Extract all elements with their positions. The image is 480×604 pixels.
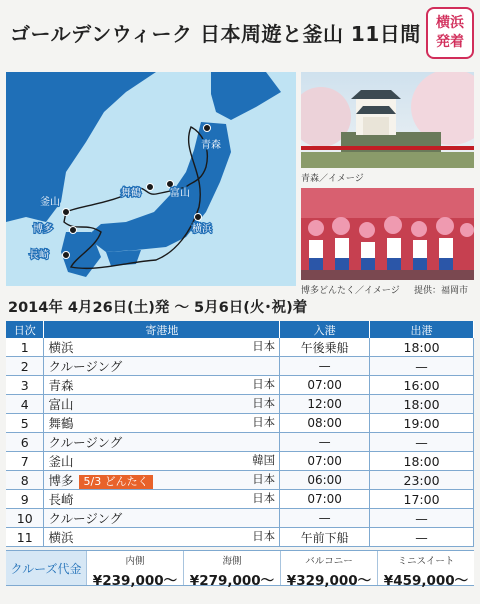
itinerary-row: [6, 490, 474, 509]
port-cell: [44, 528, 280, 547]
event-tag: 5/3 どんたく: [79, 475, 152, 489]
itinerary-row: [6, 433, 474, 452]
header-day: 日次: [6, 321, 44, 338]
itinerary-row: [6, 414, 474, 433]
departure-time: —: [370, 528, 474, 547]
label-hakata: 博多: [33, 224, 53, 235]
port-cell: [44, 395, 280, 414]
port-name: 長崎: [48, 492, 74, 507]
port-cell: [44, 452, 280, 471]
port-name: 横浜: [48, 340, 74, 355]
country: 日本: [252, 415, 276, 429]
label-maizuru: 舞鶴: [121, 188, 141, 199]
itinerary-row: [6, 471, 474, 490]
busan-dot: [63, 209, 70, 216]
departure-badge: [426, 7, 474, 59]
day-number: 7: [6, 452, 44, 471]
arrival-time: —: [280, 357, 370, 376]
cabin-price: ¥239,000～: [92, 573, 178, 589]
country: 日本: [252, 529, 276, 543]
price-bar: [6, 550, 474, 589]
cabin-name: 海側: [222, 556, 242, 567]
day-number: 4: [6, 395, 44, 414]
itinerary-row: [6, 528, 474, 547]
port-name: 青森: [48, 378, 74, 393]
departure-time: 19:00: [370, 414, 474, 433]
itinerary-row: [6, 395, 474, 414]
itinerary-body: [6, 338, 474, 547]
header-departure: 出港: [370, 321, 474, 338]
day-number: 11: [6, 528, 44, 547]
arrival-time: 07:00: [280, 452, 370, 471]
price-oceanview: [183, 551, 280, 589]
port-name: 釜山: [48, 454, 74, 469]
page-title: ゴールデンウィーク 日本周遊と釜山 11日間: [10, 22, 421, 46]
country: 日本: [252, 339, 276, 353]
aomori-castle-photo: [301, 72, 474, 168]
departure-time: 18:00: [370, 452, 474, 471]
departure-time: 18:00: [370, 338, 474, 357]
departure-time: —: [370, 509, 474, 528]
day-number: 5: [6, 414, 44, 433]
arrival-time: 午前下船: [280, 528, 370, 547]
label-yokohama: 横浜: [192, 224, 212, 235]
port-cell: [44, 414, 280, 433]
day-number: 8: [6, 471, 44, 490]
badge-line1: 横浜: [436, 15, 464, 31]
port-name: 舞鶴: [48, 416, 74, 431]
itinerary-row: [6, 452, 474, 471]
label-busan: 釜山: [40, 197, 60, 208]
header-port: 寄港地: [44, 321, 280, 338]
caption-aomori: 青森／イメージ: [301, 174, 364, 184]
arrival-time: 午後乗船: [280, 338, 370, 357]
country: 日本: [252, 396, 276, 410]
departure-time: 23:00: [370, 471, 474, 490]
day-number: 9: [6, 490, 44, 509]
label-toyama: 富山: [170, 188, 190, 199]
itinerary-row: [6, 376, 474, 395]
arrival-time: 08:00: [280, 414, 370, 433]
arrival-time: —: [280, 433, 370, 452]
cabin-price: ¥329,000～: [286, 573, 372, 589]
port-name: クルージング: [48, 359, 123, 374]
caption-dontaku: 博多どんたく／イメージ: [301, 286, 400, 296]
header-arrival: 入港: [280, 321, 370, 338]
price-label: クルーズ代金: [6, 551, 86, 585]
cabin-name: 内側: [125, 556, 145, 567]
country: 日本: [252, 472, 276, 486]
departure-time: —: [370, 357, 474, 376]
day-number: 10: [6, 509, 44, 528]
day-number: 2: [6, 357, 44, 376]
port-name: 横浜: [48, 530, 74, 545]
continent-land: [6, 72, 156, 222]
cruise-dates: 2014年 4月26日(土)発 ～ 5月6日(火･祝)着: [8, 300, 308, 316]
aomori-dot: [204, 125, 211, 132]
port-cell: [44, 509, 280, 528]
toyama-dot: [167, 181, 174, 188]
port-cell: [44, 376, 280, 395]
maizuru-dot: [147, 184, 154, 191]
country: 韓国: [252, 453, 276, 467]
port-name: 博多: [48, 473, 74, 488]
port-name: クルージング: [48, 511, 123, 526]
arrival-time: —: [280, 509, 370, 528]
cabin-name: バルコニー: [305, 556, 353, 567]
day-number: 1: [6, 338, 44, 357]
itinerary-header-row: [6, 321, 474, 338]
departure-time: —: [370, 433, 474, 452]
departure-time: 17:00: [370, 490, 474, 509]
hokkaido-land: [211, 72, 281, 120]
cabin-price: ¥279,000～: [189, 573, 275, 589]
price-inside: [86, 551, 183, 589]
cabin-price: ¥459,000～: [383, 573, 469, 589]
nagasaki-dot: [63, 252, 70, 259]
itinerary-row: [6, 338, 474, 357]
arrival-time: 07:00: [280, 490, 370, 509]
badge-line2: 発着: [436, 34, 464, 50]
port-cell: [44, 433, 280, 452]
country: 日本: [252, 377, 276, 391]
day-number: 3: [6, 376, 44, 395]
route-map-svg: [6, 72, 296, 286]
cabin-name: ミニスイート: [397, 556, 455, 567]
label-nagasaki: 長崎: [29, 250, 49, 261]
itinerary-table: [6, 321, 474, 547]
arrival-time: 06:00: [280, 471, 370, 490]
dontaku-festival-photo: [301, 188, 474, 280]
route-map: [6, 72, 296, 286]
port-name: 富山: [48, 397, 74, 412]
port-name: クルージング: [48, 435, 123, 450]
day-number: 6: [6, 433, 44, 452]
port-cell: [44, 471, 280, 490]
port-cell: [44, 338, 280, 357]
yokohama-dot: [195, 214, 202, 221]
price-minisuite: [377, 551, 474, 589]
hakata-dot: [70, 227, 77, 234]
label-aomori: 青森: [201, 140, 221, 151]
price-balcony: [280, 551, 377, 589]
arrival-time: 12:00: [280, 395, 370, 414]
itinerary-row: [6, 509, 474, 528]
port-cell: [44, 490, 280, 509]
port-cell: [44, 357, 280, 376]
departure-time: 16:00: [370, 376, 474, 395]
itinerary-row: [6, 357, 474, 376]
arrival-time: 07:00: [280, 376, 370, 395]
country: 日本: [252, 491, 276, 505]
photo-credit: 提供：福岡市: [414, 286, 469, 296]
departure-time: 18:00: [370, 395, 474, 414]
